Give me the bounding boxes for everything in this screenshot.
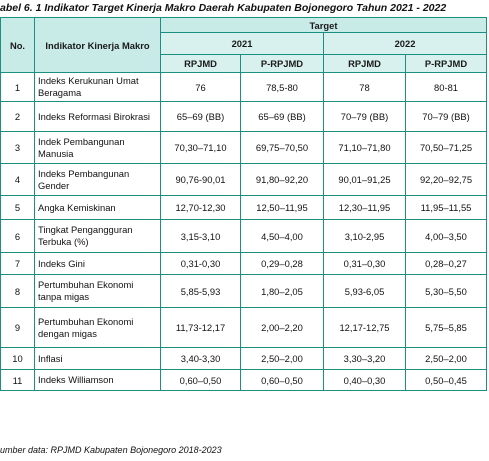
cell-rpjmd-2022: 0,40–0,30 <box>324 370 406 391</box>
cell-no: 4 <box>1 164 35 196</box>
cell-prpjmd-2022: 0,28–0,27 <box>406 253 487 275</box>
cell-no: 10 <box>1 348 35 370</box>
table-row <box>1 253 487 275</box>
cell-indikator: Inflasi <box>35 348 161 370</box>
table-body <box>1 73 487 391</box>
table-row <box>1 132 487 164</box>
table-row <box>1 73 487 102</box>
cell-rpjmd-2021: 90,76-90,01 <box>161 164 241 196</box>
cell-prpjmd-2021: 12,50–11,95 <box>241 196 324 220</box>
cell-no: 6 <box>1 220 35 253</box>
cell-prpjmd-2022: 70–79 (BB) <box>406 102 487 132</box>
cell-indikator: Indeks Kerukunan Umat Beragama <box>35 73 161 102</box>
header-year-2022: 2022 <box>324 33 487 55</box>
cell-prpjmd-2021: 2,00–2,20 <box>241 308 324 348</box>
cell-prpjmd-2022: 4,00–3,50 <box>406 220 487 253</box>
cell-indikator: Pertumbuhan Ekonomi dengan migas <box>35 308 161 348</box>
table-row <box>1 196 487 220</box>
cell-prpjmd-2022: 70,50–71,25 <box>406 132 487 164</box>
cell-rpjmd-2022: 3,30–3,20 <box>324 348 406 370</box>
header-indikator: Indikator Kinerja Makro <box>35 18 161 73</box>
cell-prpjmd-2022: 0,50–0,45 <box>406 370 487 391</box>
cell-no: 7 <box>1 253 35 275</box>
cell-rpjmd-2021: 0,31-0,30 <box>161 253 241 275</box>
cell-rpjmd-2022: 12,30–11,95 <box>324 196 406 220</box>
cell-no: 11 <box>1 370 35 391</box>
table-row <box>1 220 487 253</box>
cell-prpjmd-2022: 5,30–5,50 <box>406 275 487 308</box>
cell-prpjmd-2021: 0,29–0,28 <box>241 253 324 275</box>
table-caption: abel 6. 1 Indikator Target Kinerja Makro Daerah Kabupaten Bojonegoro Tahun 2021 - 2022 <box>0 2 447 14</box>
header-no: No. <box>1 18 35 73</box>
source-note: umber data: RPJMD Kabupaten Bojonegoro 2018-2023 <box>0 445 222 455</box>
cell-prpjmd-2022: 80-81 <box>406 73 487 102</box>
cell-indikator: Tingkat Pengangguran Terbuka (%) <box>35 220 161 253</box>
cell-no: 8 <box>1 275 35 308</box>
table-row <box>1 102 487 132</box>
cell-no: 5 <box>1 196 35 220</box>
header-rpjmd-2021: RPJMD <box>161 55 241 73</box>
cell-indikator: Indeks Pembangunan Gender <box>35 164 161 196</box>
cell-rpjmd-2021: 3,15-3,10 <box>161 220 241 253</box>
cell-indikator: Indeks Reformasi Birokrasi <box>35 102 161 132</box>
cell-prpjmd-2021: 0,60–0,50 <box>241 370 324 391</box>
target-table <box>0 17 487 391</box>
cell-prpjmd-2022: 11,95–11,55 <box>406 196 487 220</box>
cell-no: 1 <box>1 73 35 102</box>
cell-indikator: Indeks Gini <box>35 253 161 275</box>
cell-rpjmd-2021: 12,70-12,30 <box>161 196 241 220</box>
table-container <box>0 17 486 391</box>
cell-rpjmd-2021: 0,60–0,50 <box>161 370 241 391</box>
cell-prpjmd-2021: 2,50–2,00 <box>241 348 324 370</box>
cell-rpjmd-2022: 70–79 (BB) <box>324 102 406 132</box>
header-prpjmd-2021: P-RPJMD <box>241 55 324 73</box>
cell-prpjmd-2021: 91,80–92,20 <box>241 164 324 196</box>
cell-prpjmd-2021: 65–69 (BB) <box>241 102 324 132</box>
header-year-2021: 2021 <box>161 33 324 55</box>
cell-rpjmd-2022: 78 <box>324 73 406 102</box>
cell-prpjmd-2022: 5,75–5,85 <box>406 308 487 348</box>
cell-no: 9 <box>1 308 35 348</box>
cell-indikator: Indek Pembangunan Manusia <box>35 132 161 164</box>
cell-no: 3 <box>1 132 35 164</box>
cell-prpjmd-2021: 1,80–2,05 <box>241 275 324 308</box>
table-row <box>1 164 487 196</box>
cell-rpjmd-2022: 12,17-12,75 <box>324 308 406 348</box>
cell-prpjmd-2021: 4,50–4,00 <box>241 220 324 253</box>
table-row <box>1 348 487 370</box>
table-row <box>1 308 487 348</box>
cell-prpjmd-2022: 92,20–92,75 <box>406 164 487 196</box>
cell-rpjmd-2022: 90,01–91,25 <box>324 164 406 196</box>
cell-prpjmd-2021: 78,5-80 <box>241 73 324 102</box>
cell-prpjmd-2021: 69,75–70,50 <box>241 132 324 164</box>
table-row <box>1 370 487 391</box>
cell-indikator: Indeks Williamson <box>35 370 161 391</box>
cell-indikator: Pertumbuhan Ekonomi tanpa migas <box>35 275 161 308</box>
cell-no: 2 <box>1 102 35 132</box>
cell-rpjmd-2021: 11,73-12,17 <box>161 308 241 348</box>
table-row <box>1 275 487 308</box>
header-rpjmd-2022: RPJMD <box>324 55 406 73</box>
cell-rpjmd-2022: 71,10–71,80 <box>324 132 406 164</box>
cell-rpjmd-2021: 76 <box>161 73 241 102</box>
cell-prpjmd-2022: 2,50–2,00 <box>406 348 487 370</box>
cell-rpjmd-2022: 0,31–0,30 <box>324 253 406 275</box>
cell-rpjmd-2021: 3,40-3,30 <box>161 348 241 370</box>
cell-rpjmd-2021: 5,85-5,93 <box>161 275 241 308</box>
table-header <box>1 18 487 73</box>
cell-rpjmd-2022: 3,10-2,95 <box>324 220 406 253</box>
header-target: Target <box>161 18 487 33</box>
cell-rpjmd-2022: 5,93-6,05 <box>324 275 406 308</box>
cell-rpjmd-2021: 65–69 (BB) <box>161 102 241 132</box>
cell-rpjmd-2021: 70,30–71,10 <box>161 132 241 164</box>
header-prpjmd-2022: P-RPJMD <box>406 55 487 73</box>
cell-indikator: Angka Kemiskinan <box>35 196 161 220</box>
